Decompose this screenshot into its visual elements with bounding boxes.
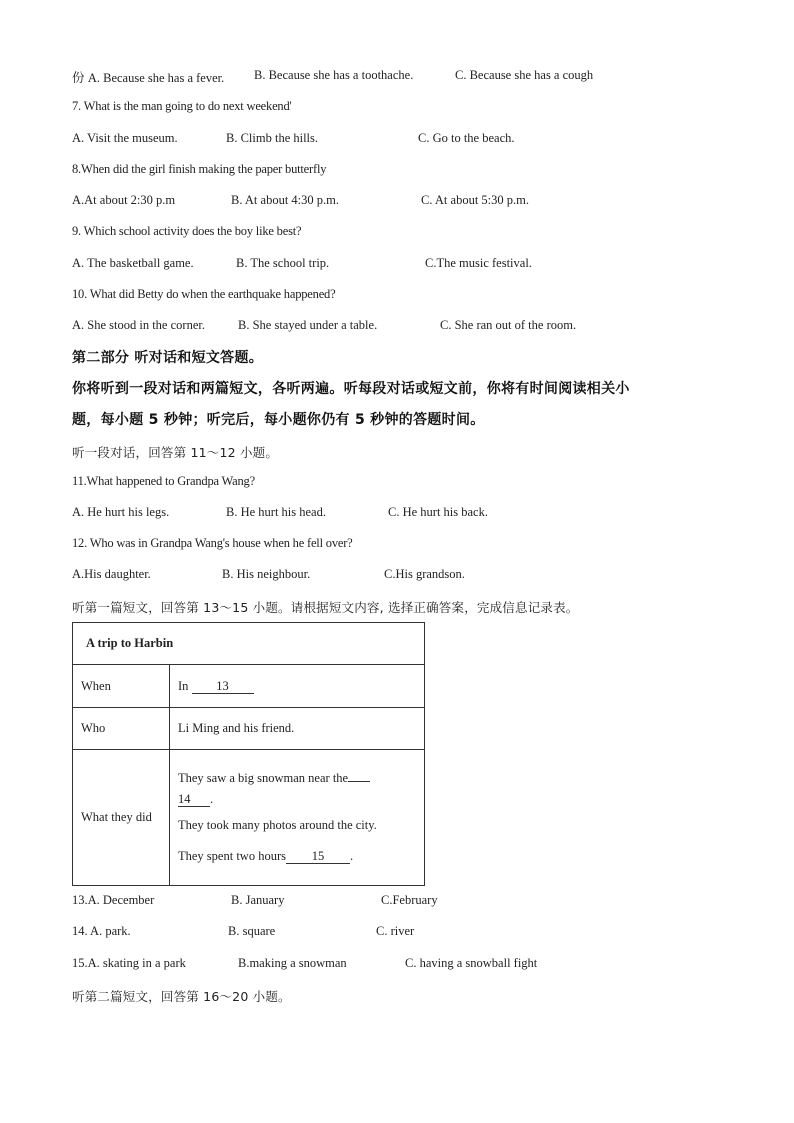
blank-14: 14 <box>178 792 210 807</box>
q6-option-a: A. Because she has a fever. <box>87 71 225 85</box>
q15-option-a: 15.A. skating in a park <box>72 956 186 970</box>
q13-option-b: B. January <box>231 893 285 907</box>
table-title: A trip to Harbin <box>73 623 425 665</box>
table-value-when <box>170 665 425 708</box>
q11-option-a: A. He hurt his legs. <box>72 505 170 519</box>
blank-14-lead <box>348 781 370 782</box>
q11-question: 11.What happened to Grandpa Wang? <box>72 474 255 488</box>
table-label-when: When <box>73 665 170 708</box>
q12-option-a: A.His daughter. <box>72 567 151 581</box>
q14-option-c: C. river <box>376 924 415 938</box>
table-label-who: Who <box>73 708 170 750</box>
q13-option-a: 13.A. December <box>72 893 155 907</box>
q12-question: 12. Who was in Grandpa Wang's house when he fell over? <box>72 536 353 550</box>
q10-question: 10. What did Betty do when the earthquake happened? <box>72 287 336 301</box>
q9-option-c: C.The music festival. <box>425 256 532 270</box>
part2-instruction-line2: 题，每小题 5 秒钟；听完后，每小题你仍有 5 秒钟的答题时间。 <box>72 412 485 428</box>
q8-option-b: B. At about 4:30 p.m. <box>231 193 339 207</box>
table-title-row <box>73 623 425 665</box>
passage1-intro: 听第一篇短文，回答第 13～15 小题。请根据短文内容, 选择正确答案，完成信息记录表。 <box>72 600 579 615</box>
q8-option-a: A.At about 2:30 p.m <box>72 193 176 207</box>
table-row-who <box>73 708 425 750</box>
what-line3-text: They spent two hours <box>178 849 286 863</box>
q15-option-c: C. having a snowball fight <box>405 956 538 970</box>
q7-option-c: C. Go to the beach. <box>418 131 515 145</box>
q11-option-c: C. He hurt his back. <box>388 505 488 519</box>
what-line3 <box>178 841 416 872</box>
part2-heading: 第二部分 听对话和短文答题。 <box>72 350 264 366</box>
table-row-what <box>73 750 425 886</box>
q14-option-b: B. square <box>228 924 276 938</box>
passage2-intro: 听第二篇短文，回答第 16～20 小题。 <box>72 989 291 1004</box>
blank-13: 13 <box>192 679 254 694</box>
what-line1-end: . <box>210 792 214 806</box>
q15-option-b: B.making a snowman <box>238 956 347 970</box>
table-value-what <box>170 750 425 886</box>
table-row-when <box>73 665 425 708</box>
when-prefix: In <box>178 678 189 693</box>
q13-option-c: C.February <box>381 893 438 907</box>
q6-option-c: C. Because she has a cough <box>455 68 594 82</box>
what-line3-end: . <box>349 849 354 863</box>
q7-question: 7. What is the man going to do next weekend' <box>72 99 292 113</box>
q6-prefix: 份 <box>72 70 85 85</box>
q9-option-b: B. The school trip. <box>236 256 330 270</box>
what-line1-text: They saw a big snowman near the <box>178 771 349 785</box>
q6-prefix-and-option-a <box>72 68 224 86</box>
q12-option-b: B. His neighbour. <box>222 567 311 581</box>
q9-option-a: A. The basketball game. <box>72 256 194 270</box>
part2-instruction-line1: 你将听到一段对话和两篇短文，各听两遍。听每段对话或短文前，你将有时间阅读相关小 <box>72 381 630 397</box>
q8-question: 8.When did the girl finish making the paper butterfly <box>72 162 327 176</box>
q8-option-c: C. At about 5:30 p.m. <box>421 193 529 207</box>
q14-option-a: 14. A. park. <box>72 924 131 938</box>
q11-option-b: B. He hurt his head. <box>226 505 326 519</box>
what-line2: They took many photos around the city. <box>178 818 377 832</box>
q7-option-a: A. Visit the museum. <box>72 131 178 145</box>
q10-option-b: B. She stayed under a table. <box>238 318 378 332</box>
q7-option-b: B. Climb the hills. <box>226 131 319 145</box>
q12-option-c: C.His grandson. <box>384 567 465 581</box>
table-value-who: Li Ming and his friend. <box>170 708 425 750</box>
q10-option-c: C. She ran out of the room. <box>440 318 577 332</box>
q6-option-b: B. Because she has a toothache. <box>254 68 414 82</box>
q9-question: 9. Which school activity does the boy like best? <box>72 224 302 238</box>
table-label-what: What they did <box>73 750 170 886</box>
dialog-intro: 听一段对话，回答第 11～12 小题。 <box>72 445 279 460</box>
blank-15: 15 <box>286 849 350 864</box>
info-record-table <box>72 622 425 886</box>
q10-option-a: A. She stood in the corner. <box>72 318 205 332</box>
